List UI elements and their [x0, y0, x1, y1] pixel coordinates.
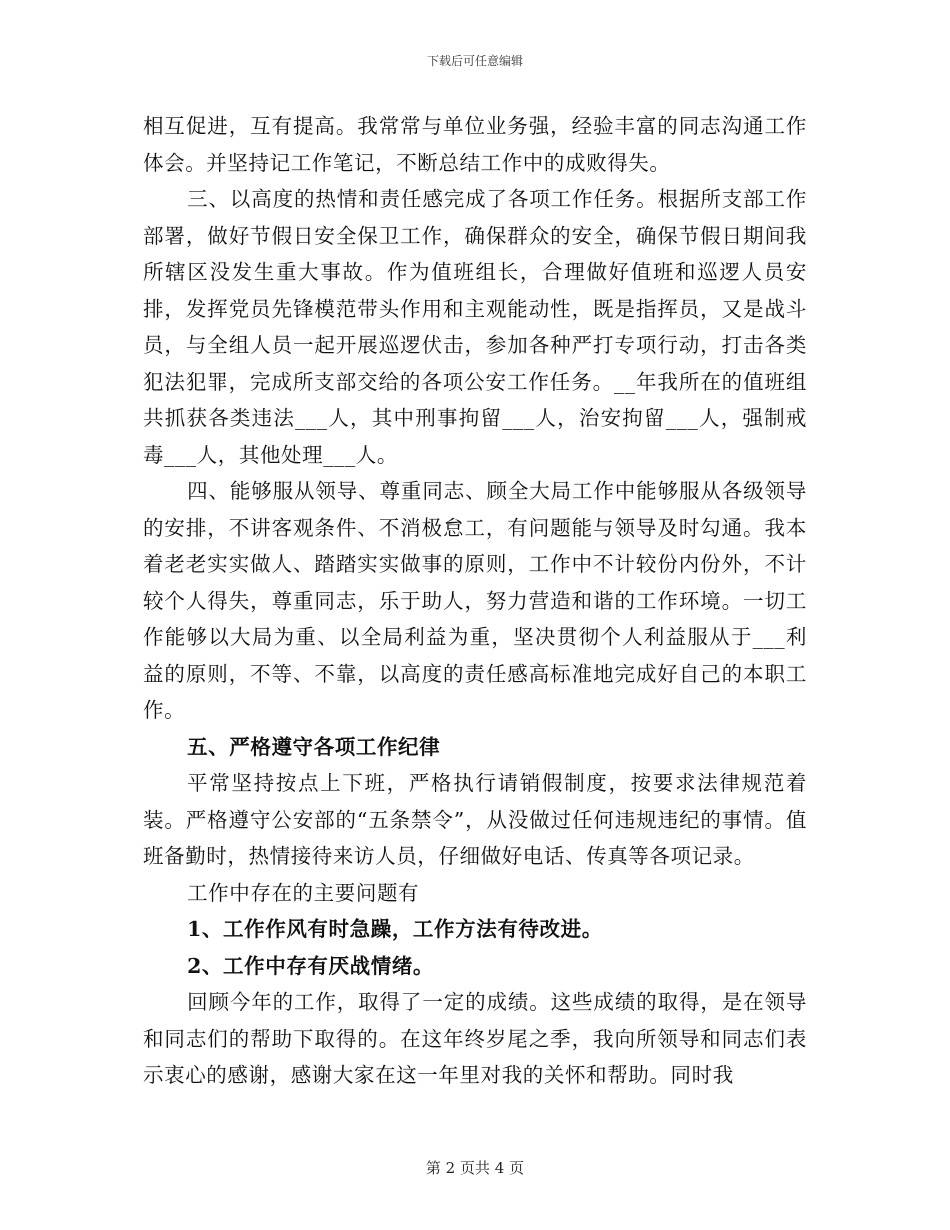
- problem-item-1: 1、工作作风有时急躁，工作方法有待改进。: [187, 917, 603, 941]
- document-body: [143, 108, 807, 1094]
- page-footer: 第 2 页共 4 页: [425, 1159, 525, 1177]
- page-header: 下载后可任意编辑: [426, 54, 523, 68]
- paragraph-6: 工作中存在的主要问题有: [187, 880, 420, 905]
- paragraph-1: 相互促进，互有提高。我常常与单位业务强，经验丰富的同志沟通工作体会。并坚持记工作笔记，不断总结工作中的成败得失。: [143, 114, 807, 175]
- problem-item-2: 2、工作中存有厌战情绪。: [187, 953, 435, 978]
- paragraph-3: 四、能够服从领导、尊重同志、顾全大局工作中能够服从各级领导的安排，不讲客观条件、不消极怠工，有问题能与领导及时勾通。我本着老老实实做人、踏踏实实做事的原则，工作中不计较份内份外，不计较个人得失，尊重同志，乐于助人，努力营造和谐的工作环境。一切工作能够以大局为重、以全局利益为重，坚决贯彻个人利益服从于___利益的原则，不等、不靠，以高度的责任感高标准地完成好自己的本职工作。: [143, 479, 807, 722]
- paragraph-9: 回顾今年的工作，取得了一定的成绩。这些成绩的取得，是在领导和同志们的帮助下取得的。在这年终岁尾之季，我向所领导和同志们表示衷心的感谢，感谢大家在这一年里对我的关怀和帮助。同时我: [143, 990, 807, 1087]
- section-heading-5: 五、严格遵守各项工作纪律: [187, 734, 441, 759]
- paragraph-5: 平常坚持按点上下班，严格执行请销假制度，按要求法律规范着装。严格遵守公安部的“五条禁令”，从没做过任何违规违纪的事情。值班备勤时，热情接待来访人员，仔细做好电话、传真等各项记录。: [143, 771, 807, 868]
- paragraph-2: 三、以高度的热情和责任感完成了各项工作任务。根据所支部工作部署，做好节假日安全保卫工作，确保群众的安全，确保节假日期间我所辖区没发生重大事故。作为值班组长，合理做好值班和巡逻人员安排，发挥党员先锋模范带头作用和主观能动性，既是指挥员，又是战斗员，与全组人员一起开展巡逻伏击，参加各种严打专项行动，打击各类犯法犯罪，完成所支部交给的各项公安工作任务。__年我所在的值班组共抓获各类违法___人，其中刑事拘留___人，治安拘留___人，强制戒毒___人，其他处理___人。: [143, 187, 807, 467]
